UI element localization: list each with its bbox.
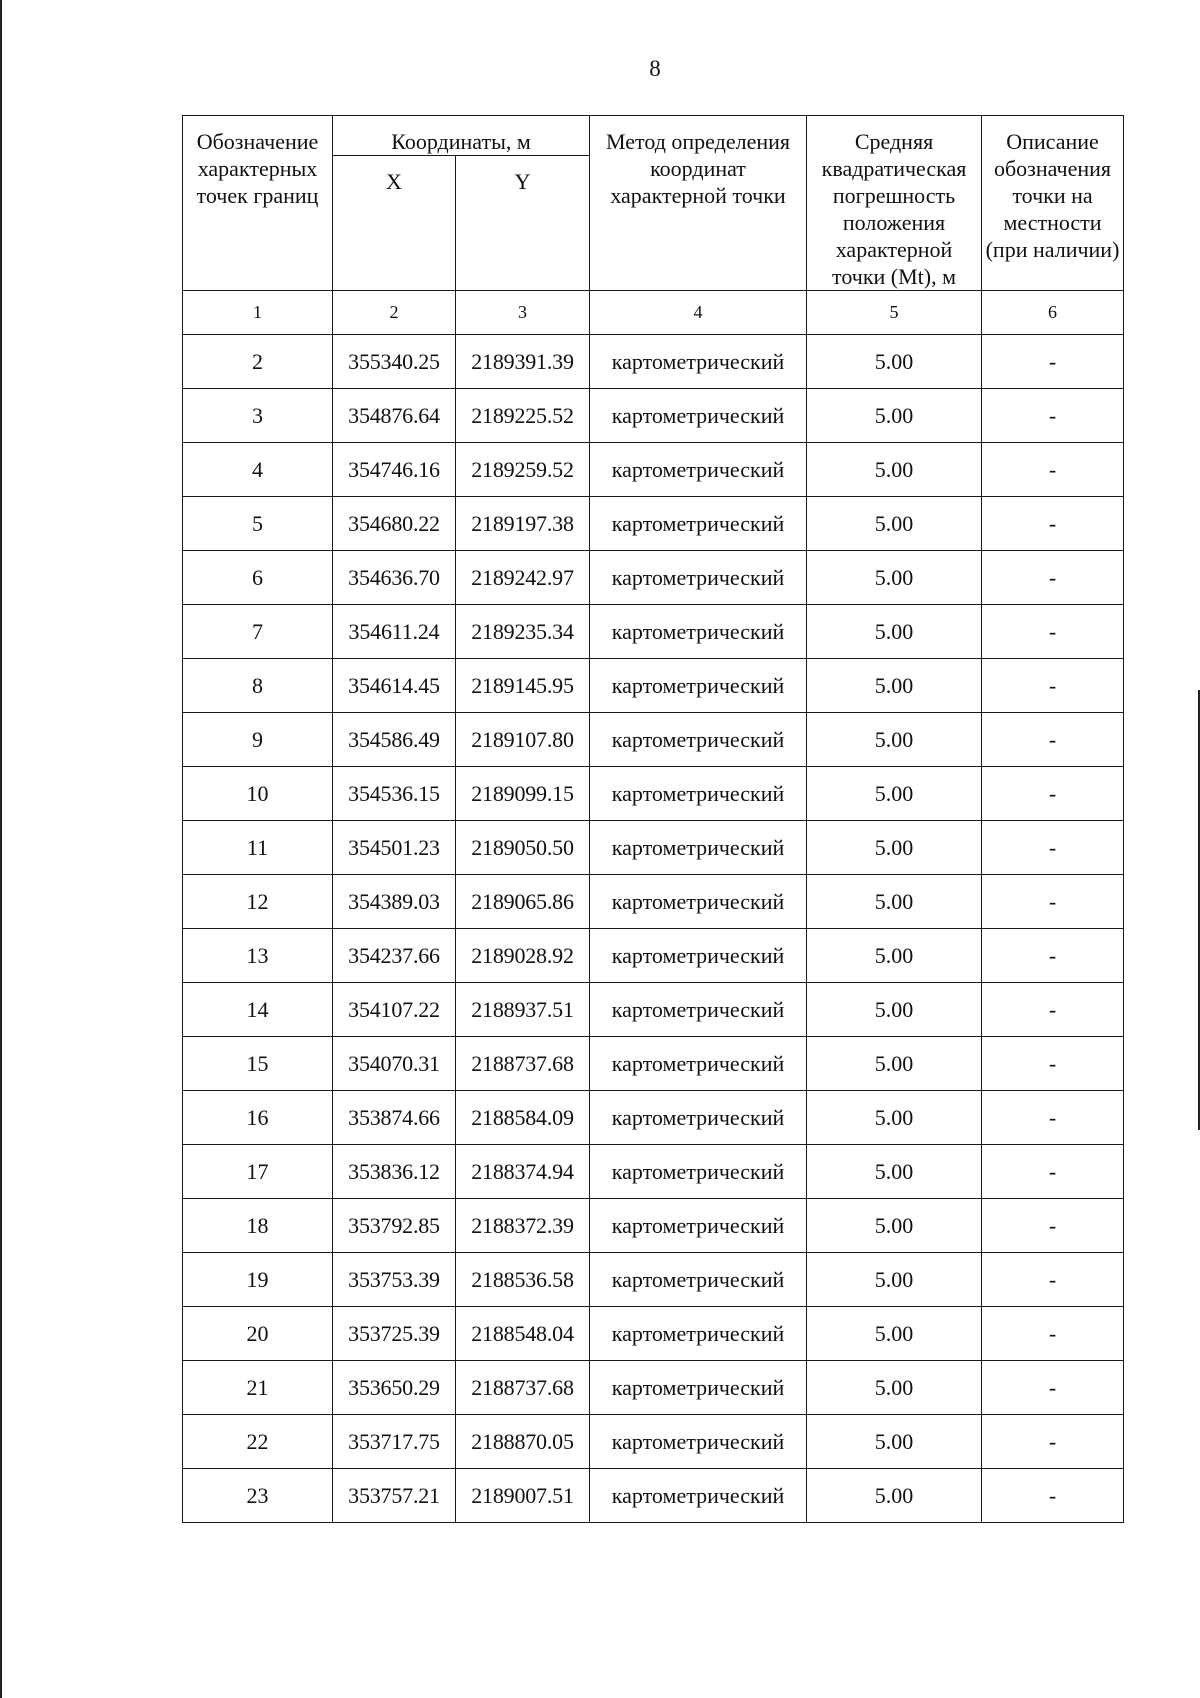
cell-description: - — [982, 1199, 1124, 1253]
column-number: 3 — [456, 291, 590, 335]
table-row — [183, 1037, 1124, 1091]
cell-method: картометрический — [590, 1361, 807, 1415]
cell-description: - — [982, 875, 1124, 929]
header-coordinates: Координаты, м — [333, 116, 590, 156]
column-number: 4 — [590, 291, 807, 335]
table-row — [183, 1253, 1124, 1307]
cell-method: картометрический — [590, 1307, 807, 1361]
cell-method: картометрический — [590, 767, 807, 821]
cell-error: 5.00 — [807, 1469, 982, 1523]
cell-description: - — [982, 335, 1124, 389]
cell-description: - — [982, 1091, 1124, 1145]
cell-point: 16 — [183, 1091, 333, 1145]
cell-y: 2188737.68 — [456, 1361, 590, 1415]
column-number: 1 — [183, 291, 333, 335]
cell-y: 2188937.51 — [456, 983, 590, 1037]
table-row — [183, 767, 1124, 821]
cell-y: 2189225.52 — [456, 389, 590, 443]
column-number-row — [183, 291, 1124, 335]
cell-method: картометрический — [590, 1037, 807, 1091]
table-row — [183, 335, 1124, 389]
cell-error: 5.00 — [807, 1307, 982, 1361]
cell-method: картометрический — [590, 443, 807, 497]
cell-error: 5.00 — [807, 1145, 982, 1199]
cell-y: 2189028.92 — [456, 929, 590, 983]
cell-point: 11 — [183, 821, 333, 875]
cell-description: - — [982, 983, 1124, 1037]
cell-y: 2188374.94 — [456, 1145, 590, 1199]
cell-error: 5.00 — [807, 443, 982, 497]
cell-point: 2 — [183, 335, 333, 389]
table-row — [183, 875, 1124, 929]
cell-description: - — [982, 713, 1124, 767]
column-number: 5 — [807, 291, 982, 335]
table-row — [183, 1307, 1124, 1361]
cell-y: 2189065.86 — [456, 875, 590, 929]
table-row — [183, 1415, 1124, 1469]
cell-y: 2189050.50 — [456, 821, 590, 875]
cell-x: 353792.85 — [333, 1199, 456, 1253]
cell-description: - — [982, 1145, 1124, 1199]
cell-method: картометрический — [590, 335, 807, 389]
cell-method: картометрический — [590, 551, 807, 605]
header-method: Метод определения координат характерной точки — [590, 116, 807, 291]
column-number: 2 — [333, 291, 456, 335]
cell-error: 5.00 — [807, 1253, 982, 1307]
cell-point: 23 — [183, 1469, 333, 1523]
cell-method: картометрический — [590, 713, 807, 767]
cell-description: - — [982, 659, 1124, 713]
cell-x: 354501.23 — [333, 821, 456, 875]
cell-y: 2189007.51 — [456, 1469, 590, 1523]
cell-point: 14 — [183, 983, 333, 1037]
cell-method: картометрический — [590, 389, 807, 443]
cell-method: картометрический — [590, 1199, 807, 1253]
table-row — [183, 1091, 1124, 1145]
cell-point: 21 — [183, 1361, 333, 1415]
cell-method: картометрический — [590, 659, 807, 713]
cell-y: 2189259.52 — [456, 443, 590, 497]
cell-point: 10 — [183, 767, 333, 821]
cell-error: 5.00 — [807, 821, 982, 875]
cell-x: 353836.12 — [333, 1145, 456, 1199]
cell-description: - — [982, 551, 1124, 605]
cell-error: 5.00 — [807, 983, 982, 1037]
table-row — [183, 551, 1124, 605]
cell-x: 354389.03 — [333, 875, 456, 929]
table-row — [183, 821, 1124, 875]
cell-description: - — [982, 1037, 1124, 1091]
cell-description: - — [982, 389, 1124, 443]
cell-method: картометрический — [590, 821, 807, 875]
cell-error: 5.00 — [807, 335, 982, 389]
cell-y: 2188737.68 — [456, 1037, 590, 1091]
cell-error: 5.00 — [807, 713, 982, 767]
cell-description: - — [982, 605, 1124, 659]
table-row — [183, 659, 1124, 713]
cell-method: картометрический — [590, 983, 807, 1037]
cell-x: 354536.15 — [333, 767, 456, 821]
cell-point: 6 — [183, 551, 333, 605]
cell-x: 354586.49 — [333, 713, 456, 767]
cell-error: 5.00 — [807, 497, 982, 551]
cell-y: 2188870.05 — [456, 1415, 590, 1469]
cell-method: картометрический — [590, 497, 807, 551]
cell-error: 5.00 — [807, 1037, 982, 1091]
header-y: Y — [456, 156, 590, 291]
cell-method: картометрический — [590, 1091, 807, 1145]
cell-point: 3 — [183, 389, 333, 443]
cell-description: - — [982, 1307, 1124, 1361]
table-header-row — [183, 116, 1124, 156]
cell-x: 354746.16 — [333, 443, 456, 497]
table-row — [183, 605, 1124, 659]
cell-point: 13 — [183, 929, 333, 983]
cell-x: 353753.39 — [333, 1253, 456, 1307]
cell-x: 354636.70 — [333, 551, 456, 605]
cell-y: 2189391.39 — [456, 335, 590, 389]
cell-x: 354611.24 — [333, 605, 456, 659]
boundary-points-table — [182, 115, 1124, 1523]
cell-description: - — [982, 929, 1124, 983]
cell-point: 17 — [183, 1145, 333, 1199]
cell-method: картометрический — [590, 1253, 807, 1307]
table-row — [183, 1361, 1124, 1415]
cell-method: картометрический — [590, 875, 807, 929]
table-row — [183, 389, 1124, 443]
table-row — [183, 1199, 1124, 1253]
cell-point: 19 — [183, 1253, 333, 1307]
cell-x: 353725.39 — [333, 1307, 456, 1361]
cell-point: 12 — [183, 875, 333, 929]
cell-y: 2188584.09 — [456, 1091, 590, 1145]
cell-y: 2189197.38 — [456, 497, 590, 551]
cell-point: 4 — [183, 443, 333, 497]
cell-point: 18 — [183, 1199, 333, 1253]
cell-error: 5.00 — [807, 767, 982, 821]
cell-method: картометрический — [590, 1415, 807, 1469]
cell-error: 5.00 — [807, 1091, 982, 1145]
cell-y: 2188536.58 — [456, 1253, 590, 1307]
cell-x: 353650.29 — [333, 1361, 456, 1415]
page-number: 8 — [649, 56, 661, 81]
cell-point: 20 — [183, 1307, 333, 1361]
cell-error: 5.00 — [807, 875, 982, 929]
table-row — [183, 929, 1124, 983]
cell-x: 353757.21 — [333, 1469, 456, 1523]
cell-description: - — [982, 497, 1124, 551]
cell-point: 5 — [183, 497, 333, 551]
cell-point: 7 — [183, 605, 333, 659]
cell-error: 5.00 — [807, 659, 982, 713]
cell-x: 354680.22 — [333, 497, 456, 551]
table-row — [183, 713, 1124, 767]
table-row — [183, 1145, 1124, 1199]
cell-point: 9 — [183, 713, 333, 767]
column-number: 6 — [982, 291, 1124, 335]
cell-x: 354237.66 — [333, 929, 456, 983]
cell-description: - — [982, 767, 1124, 821]
cell-y: 2189145.95 — [456, 659, 590, 713]
table-row — [183, 1469, 1124, 1523]
table-row — [183, 983, 1124, 1037]
cell-error: 5.00 — [807, 1361, 982, 1415]
cell-error: 5.00 — [807, 929, 982, 983]
header-designation: Обозначение характерных точек границ — [183, 116, 333, 291]
cell-point: 8 — [183, 659, 333, 713]
cell-x: 355340.25 — [333, 335, 456, 389]
scan-left-edge — [0, 0, 2, 1698]
cell-error: 5.00 — [807, 389, 982, 443]
cell-y: 2188548.04 — [456, 1307, 590, 1361]
cell-y: 2189235.34 — [456, 605, 590, 659]
cell-point: 22 — [183, 1415, 333, 1469]
cell-point: 15 — [183, 1037, 333, 1091]
cell-description: - — [982, 1253, 1124, 1307]
cell-method: картометрический — [590, 1145, 807, 1199]
cell-method: картометрический — [590, 1469, 807, 1523]
cell-description: - — [982, 1415, 1124, 1469]
cell-x: 354107.22 — [333, 983, 456, 1037]
header-x: X — [333, 156, 456, 291]
cell-x: 354876.64 — [333, 389, 456, 443]
table-row — [183, 497, 1124, 551]
cell-x: 354614.45 — [333, 659, 456, 713]
cell-x: 354070.31 — [333, 1037, 456, 1091]
cell-method: картометрический — [590, 929, 807, 983]
cell-error: 5.00 — [807, 1415, 982, 1469]
cell-error: 5.00 — [807, 1199, 982, 1253]
header-description: Описание обозначения точки на местности (при наличии) — [982, 116, 1124, 291]
header-error: Средняя квадратическая погрешность положения характерной точки (Mt), м — [807, 116, 982, 291]
table-row — [183, 443, 1124, 497]
cell-description: - — [982, 1361, 1124, 1415]
cell-error: 5.00 — [807, 605, 982, 659]
cell-description: - — [982, 1469, 1124, 1523]
cell-description: - — [982, 821, 1124, 875]
cell-y: 2188372.39 — [456, 1199, 590, 1253]
cell-y: 2189107.80 — [456, 713, 590, 767]
cell-description: - — [982, 443, 1124, 497]
cell-y: 2189099.15 — [456, 767, 590, 821]
cell-x: 353874.66 — [333, 1091, 456, 1145]
cell-y: 2189242.97 — [456, 551, 590, 605]
cell-method: картометрический — [590, 605, 807, 659]
cell-error: 5.00 — [807, 551, 982, 605]
cell-x: 353717.75 — [333, 1415, 456, 1469]
